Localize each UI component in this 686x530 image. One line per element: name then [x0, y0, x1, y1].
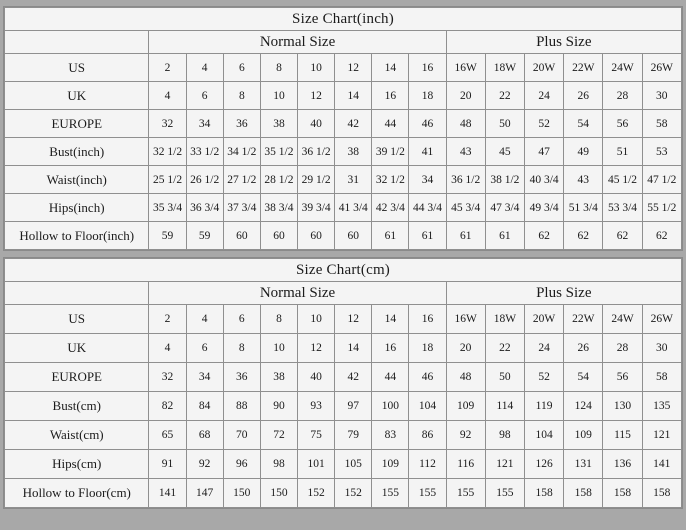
cell: 33 1/2 — [186, 138, 223, 166]
table-row — [5, 82, 682, 110]
cell: 42 — [335, 110, 372, 138]
cell: 155 — [446, 479, 485, 508]
cell: 34 — [186, 363, 223, 392]
cell: 38 — [260, 363, 297, 392]
cell: 59 — [149, 222, 186, 250]
chart-title: Size Chart(cm) — [5, 259, 682, 282]
cell: 59 — [186, 222, 223, 250]
cell: 4 — [186, 305, 223, 334]
cell: 34 — [186, 110, 223, 138]
cell: 40 3/4 — [525, 166, 564, 194]
table-row — [5, 166, 682, 194]
cell: 12 — [335, 305, 372, 334]
cell: 4 — [149, 334, 186, 363]
cell: 131 — [564, 450, 603, 479]
cell: 52 — [525, 110, 564, 138]
cell: 10 — [298, 305, 335, 334]
cell: 26W — [642, 305, 681, 334]
cell: 141 — [642, 450, 681, 479]
table-row-title — [5, 259, 682, 282]
cell: 61 — [446, 222, 485, 250]
size-chart-cm — [3, 257, 683, 509]
cell: 121 — [485, 450, 524, 479]
cell: 18 — [409, 82, 446, 110]
cell: 20W — [525, 54, 564, 82]
cell: 6 — [186, 82, 223, 110]
cell: 48 — [446, 363, 485, 392]
cell: 32 — [149, 110, 186, 138]
row-label: Hollow to Floor(inch) — [5, 222, 149, 250]
cell: 47 — [525, 138, 564, 166]
cell: 130 — [603, 392, 642, 421]
cell: 100 — [372, 392, 409, 421]
cell: 14 — [335, 334, 372, 363]
cell: 92 — [446, 421, 485, 450]
cell: 38 1/2 — [485, 166, 524, 194]
cell: 147 — [186, 479, 223, 508]
cell: 18W — [485, 305, 524, 334]
cell: 18 — [409, 334, 446, 363]
cell: 109 — [564, 421, 603, 450]
cell: 60 — [223, 222, 260, 250]
cell: 22W — [564, 54, 603, 82]
row-label: Hips(inch) — [5, 194, 149, 222]
cell: 22 — [485, 82, 524, 110]
cell: 91 — [149, 450, 186, 479]
cell: 70 — [223, 421, 260, 450]
cell: 46 — [409, 363, 446, 392]
cell: 20W — [524, 305, 563, 334]
cell: 51 3/4 — [564, 194, 603, 222]
table-row — [5, 138, 682, 166]
table-row-title — [5, 8, 682, 31]
chart-title: Size Chart(inch) — [5, 8, 682, 31]
cell: 44 3/4 — [409, 194, 446, 222]
cell: 8 — [260, 305, 297, 334]
cell: 16W — [446, 54, 485, 82]
cell: 45 — [485, 138, 524, 166]
cell: 14 — [372, 54, 409, 82]
cell: 46 — [409, 110, 446, 138]
cell: 158 — [603, 479, 642, 508]
cell: 2 — [149, 54, 186, 82]
cell: 60 — [298, 222, 335, 250]
cell: 10 — [260, 82, 297, 110]
cell: 65 — [149, 421, 186, 450]
cell: 109 — [446, 392, 485, 421]
cell: 56 — [603, 363, 642, 392]
table-row — [5, 305, 682, 334]
cell: 28 — [603, 82, 642, 110]
cell: 32 — [149, 363, 186, 392]
table-row — [5, 392, 682, 421]
cell: 6 — [186, 334, 223, 363]
cell: 26 1/2 — [186, 166, 223, 194]
cell: 4 — [186, 54, 223, 82]
cell: 31 — [335, 166, 372, 194]
cell: 50 — [485, 363, 524, 392]
cell: 155 — [372, 479, 409, 508]
cell: 24 — [524, 334, 563, 363]
cell: 114 — [485, 392, 524, 421]
row-label: Hollow to Floor(cm) — [5, 479, 149, 508]
cell: 43 — [446, 138, 485, 166]
cell: 50 — [485, 110, 524, 138]
cell: 61 — [485, 222, 524, 250]
row-label: EUROPE — [5, 110, 149, 138]
cell: 42 — [335, 363, 372, 392]
cell: 36 1/2 — [446, 166, 485, 194]
cell: 53 — [642, 138, 681, 166]
cell: 22W — [564, 305, 603, 334]
cell: 45 3/4 — [446, 194, 485, 222]
cell: 18W — [485, 54, 524, 82]
cell: 27 1/2 — [223, 166, 260, 194]
cell: 30 — [642, 82, 681, 110]
cell: 36 — [223, 363, 260, 392]
cell: 14 — [335, 82, 372, 110]
cell: 155 — [409, 479, 446, 508]
cell: 135 — [642, 392, 681, 421]
cell: 12 — [335, 54, 372, 82]
cell: 150 — [223, 479, 260, 508]
cell: 37 3/4 — [223, 194, 260, 222]
row-label: US — [5, 54, 149, 82]
cell: 58 — [642, 110, 681, 138]
table-row — [5, 54, 682, 82]
cell: 104 — [524, 421, 563, 450]
cell: 79 — [335, 421, 372, 450]
table-row — [5, 479, 682, 508]
table-row — [5, 450, 682, 479]
group-header-plus: Plus Size — [446, 282, 681, 305]
cell: 62 — [642, 222, 681, 250]
cell: 136 — [603, 450, 642, 479]
cell: 83 — [372, 421, 409, 450]
cell: 6 — [223, 305, 260, 334]
cell: 39 3/4 — [298, 194, 335, 222]
cell: 58 — [642, 363, 681, 392]
cell: 36 — [223, 110, 260, 138]
cell: 39 1/2 — [372, 138, 409, 166]
cell: 44 — [372, 363, 409, 392]
cell: 98 — [260, 450, 297, 479]
table-row — [5, 222, 682, 250]
cell: 16 — [409, 305, 446, 334]
group-header-normal: Normal Size — [149, 282, 446, 305]
cell: 53 3/4 — [603, 194, 642, 222]
cell: 49 3/4 — [525, 194, 564, 222]
row-label: UK — [5, 82, 149, 110]
cell: 8 — [223, 82, 260, 110]
cell: 24W — [603, 54, 642, 82]
cell: 62 — [603, 222, 642, 250]
cell: 32 1/2 — [372, 166, 409, 194]
cell: 124 — [564, 392, 603, 421]
cell: 26 — [564, 82, 603, 110]
cell: 40 — [298, 110, 335, 138]
cell: 44 — [372, 110, 409, 138]
cell: 61 — [372, 222, 409, 250]
row-label: Bust(inch) — [5, 138, 149, 166]
cell: 48 — [446, 110, 485, 138]
cell: 35 3/4 — [149, 194, 186, 222]
cell: 62 — [564, 222, 603, 250]
cell: 8 — [260, 54, 297, 82]
size-chart-cm-table — [4, 258, 682, 508]
cell: 60 — [335, 222, 372, 250]
cell: 41 — [409, 138, 446, 166]
cell: 158 — [564, 479, 603, 508]
cell: 121 — [642, 421, 681, 450]
cell: 6 — [223, 54, 260, 82]
cell: 88 — [223, 392, 260, 421]
cell: 38 — [335, 138, 372, 166]
table-row — [5, 110, 682, 138]
cell: 38 3/4 — [260, 194, 297, 222]
cell: 158 — [642, 479, 681, 508]
cell: 20 — [446, 82, 485, 110]
cell: 43 — [564, 166, 603, 194]
row-label: UK — [5, 334, 149, 363]
cell: 155 — [485, 479, 524, 508]
cell: 61 — [409, 222, 446, 250]
cell: 115 — [603, 421, 642, 450]
size-chart-inch-table — [4, 7, 682, 250]
cell: 84 — [186, 392, 223, 421]
cell: 56 — [603, 110, 642, 138]
cell: 12 — [298, 334, 335, 363]
cell: 104 — [409, 392, 446, 421]
table-row — [5, 363, 682, 392]
table-row-groups — [5, 282, 682, 305]
row-label: Hips(cm) — [5, 450, 149, 479]
cell: 109 — [372, 450, 409, 479]
cell: 126 — [524, 450, 563, 479]
cell: 25 1/2 — [149, 166, 186, 194]
cell: 30 — [642, 334, 681, 363]
cell: 36 3/4 — [186, 194, 223, 222]
cell: 47 3/4 — [485, 194, 524, 222]
cell: 29 1/2 — [298, 166, 335, 194]
cell: 47 1/2 — [642, 166, 681, 194]
cell: 41 3/4 — [335, 194, 372, 222]
cell: 86 — [409, 421, 446, 450]
cell: 40 — [298, 363, 335, 392]
cell: 16 — [372, 334, 409, 363]
cell: 28 — [603, 334, 642, 363]
cell: 116 — [446, 450, 485, 479]
cell: 152 — [335, 479, 372, 508]
cell: 12 — [298, 82, 335, 110]
cell: 68 — [186, 421, 223, 450]
size-chart-inch — [3, 6, 683, 251]
cell: 54 — [564, 363, 603, 392]
cell: 38 — [260, 110, 297, 138]
cell: 82 — [149, 392, 186, 421]
cell: 24 — [525, 82, 564, 110]
cell: 112 — [409, 450, 446, 479]
table-row — [5, 421, 682, 450]
cell: 26 — [564, 334, 603, 363]
cell: 101 — [298, 450, 335, 479]
row-label: Waist(inch) — [5, 166, 149, 194]
cell: 119 — [524, 392, 563, 421]
cell: 34 — [409, 166, 446, 194]
cell: 90 — [260, 392, 297, 421]
cell: 22 — [485, 334, 524, 363]
cell: 10 — [260, 334, 297, 363]
row-label: EUROPE — [5, 363, 149, 392]
cell: 26W — [642, 54, 681, 82]
cell: 4 — [149, 82, 186, 110]
cell: 60 — [260, 222, 297, 250]
cell: 97 — [335, 392, 372, 421]
cell: 75 — [298, 421, 335, 450]
cell: 150 — [260, 479, 297, 508]
cell: 16W — [446, 305, 485, 334]
cell: 96 — [223, 450, 260, 479]
cell: 28 1/2 — [260, 166, 297, 194]
cell: 158 — [524, 479, 563, 508]
group-header-normal: Normal Size — [149, 31, 446, 54]
cell: 32 1/2 — [149, 138, 186, 166]
cell: 35 1/2 — [260, 138, 297, 166]
cell: 24W — [603, 305, 642, 334]
cell: 152 — [298, 479, 335, 508]
cell: 2 — [149, 305, 186, 334]
cell: 105 — [335, 450, 372, 479]
row-label: Waist(cm) — [5, 421, 149, 450]
cell: 16 — [409, 54, 446, 82]
corner-cell — [5, 31, 149, 54]
cell: 52 — [524, 363, 563, 392]
row-label: Bust(cm) — [5, 392, 149, 421]
cell: 72 — [260, 421, 297, 450]
corner-cell — [5, 282, 149, 305]
cell: 93 — [298, 392, 335, 421]
cell: 54 — [564, 110, 603, 138]
cell: 36 1/2 — [298, 138, 335, 166]
cell: 92 — [186, 450, 223, 479]
cell: 141 — [149, 479, 186, 508]
cell: 62 — [525, 222, 564, 250]
group-header-plus: Plus Size — [446, 31, 681, 54]
cell: 8 — [223, 334, 260, 363]
cell: 55 1/2 — [642, 194, 681, 222]
cell: 51 — [603, 138, 642, 166]
table-row — [5, 194, 682, 222]
cell: 98 — [485, 421, 524, 450]
cell: 10 — [298, 54, 335, 82]
table-row-groups — [5, 31, 682, 54]
cell: 34 1/2 — [223, 138, 260, 166]
cell: 42 3/4 — [372, 194, 409, 222]
row-label: US — [5, 305, 149, 334]
cell: 20 — [446, 334, 485, 363]
cell: 49 — [564, 138, 603, 166]
cell: 45 1/2 — [603, 166, 642, 194]
cell: 16 — [372, 82, 409, 110]
cell: 14 — [372, 305, 409, 334]
table-row — [5, 334, 682, 363]
